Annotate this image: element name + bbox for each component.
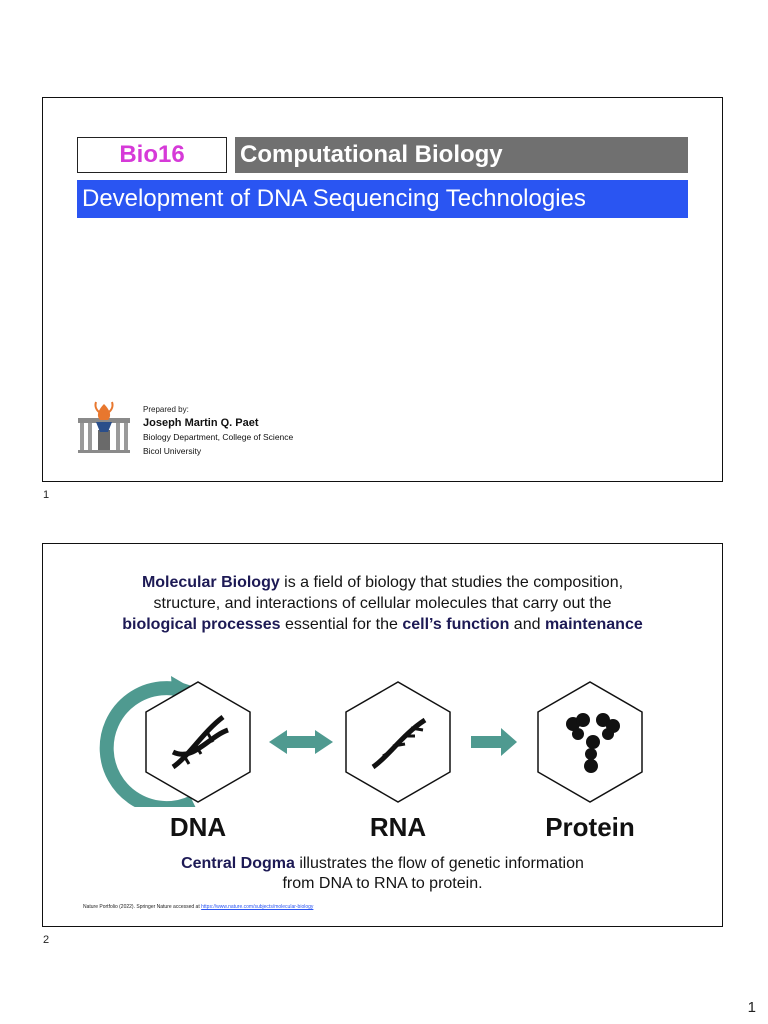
central-dogma-caption <box>43 854 722 894</box>
course-code: Bio16 <box>77 137 227 173</box>
central-text-1: illustrates the flow of genetic information <box>294 855 584 872</box>
transcription-double-arrow-icon <box>269 730 333 754</box>
prepared-by-block <box>143 405 293 457</box>
central-term: Central Dogma <box>181 855 295 872</box>
page-number: 1 <box>747 999 756 1016</box>
author-department: Biology Department, College of Science <box>143 432 294 442</box>
citation-link[interactable]: https://www.nature.com/subjects/molecular-biology <box>201 904 314 910</box>
dna-label: DNA <box>169 812 227 842</box>
rna-label: RNA <box>369 812 427 842</box>
central-dogma-diagram <box>43 672 724 807</box>
protein-hexagon-icon <box>538 682 642 802</box>
intro-bold-2: biological processes <box>122 616 281 633</box>
lecture-title: Development of DNA Sequencing Technologies <box>77 180 688 218</box>
intro-bold-4: maintenance <box>544 616 643 633</box>
slide-number-2: 2 <box>43 934 50 946</box>
intro-term: Molecular Biology <box>141 574 280 591</box>
intro-text-1: is a field of biology that studies the composition, <box>279 574 624 591</box>
author-university: Bicol University <box>143 446 202 456</box>
intro-paragraph <box>43 572 722 635</box>
slide-number-1: 1 <box>43 489 50 501</box>
citation-text: Nature Portfolio (2022). Springer Nature accessed at <box>83 904 202 910</box>
university-logo-icon <box>76 400 132 454</box>
rna-hexagon-icon <box>346 682 450 802</box>
slide-2 <box>42 543 723 927</box>
prepared-label: Prepared by: <box>143 405 189 414</box>
course-name: Computational Biology <box>235 137 688 173</box>
author-name: Joseph Martin Q. Paet <box>143 417 259 429</box>
intro-bold-3: cell’s function <box>402 616 510 633</box>
citation <box>83 904 313 910</box>
slide-1 <box>42 97 723 482</box>
translation-arrow-icon <box>471 728 517 756</box>
intro-text-3: essential for the <box>280 616 403 633</box>
intro-text-4: and <box>509 616 545 633</box>
central-text-2: from DNA to RNA to protein. <box>282 875 483 892</box>
intro-text-2: structure, and interactions of cellular molecules that carry out the <box>153 595 612 612</box>
protein-label: Protein <box>545 812 635 842</box>
dna-hexagon-icon <box>146 682 251 802</box>
